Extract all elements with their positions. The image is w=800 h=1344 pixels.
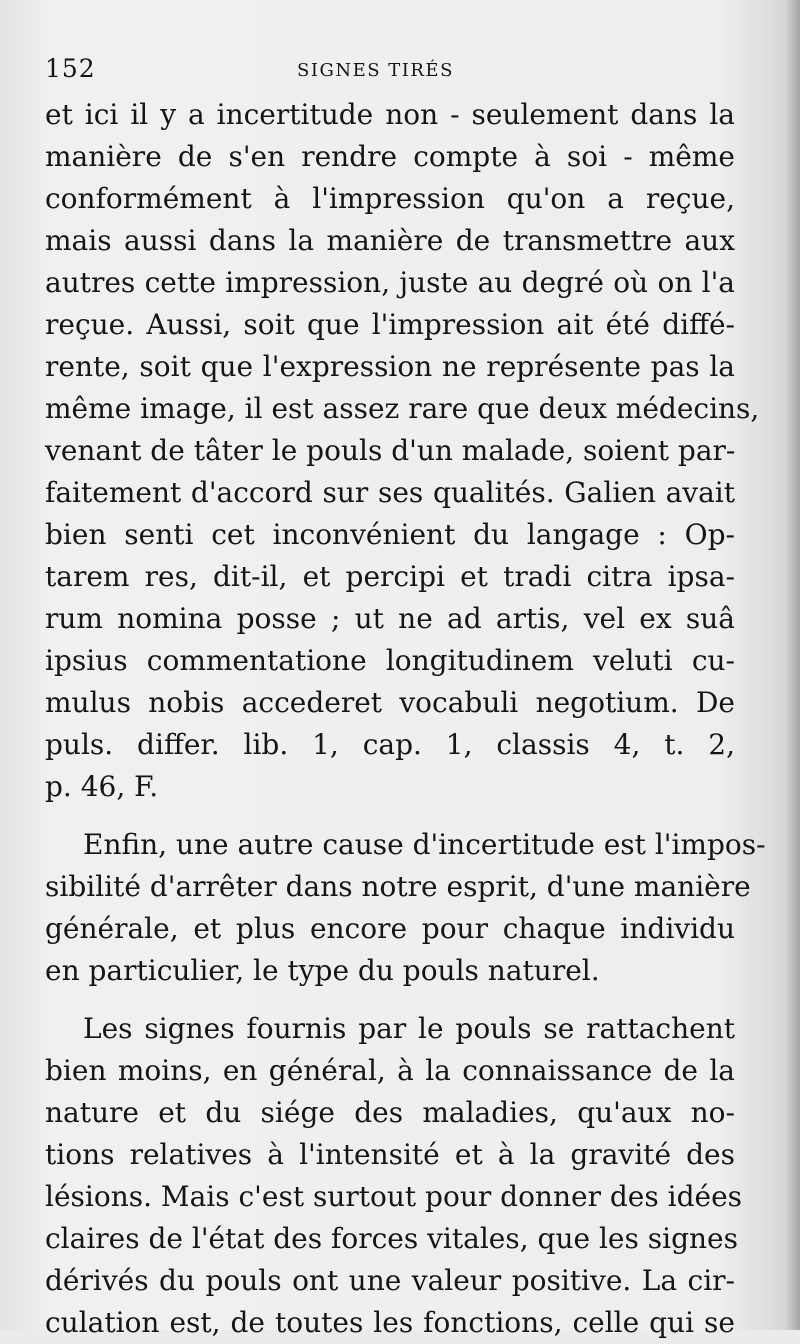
running-head: SIGNES TIRÉS	[297, 60, 454, 81]
text-line: autres cette impression, juste au degré où on l'a	[45, 266, 735, 299]
text-line: nature et du siége des maladies, qu'aux no-	[45, 1096, 735, 1129]
text-line: conformément à l'impression qu'on a reçue,	[45, 182, 735, 215]
text-line: lésions. Mais c'est surtout pour donner des idées	[45, 1180, 743, 1213]
page-edge-shadow	[786, 0, 800, 1330]
body-text	[45, 94, 766, 1344]
text-line: même image, il est assez rare que deux médecins,	[45, 392, 760, 425]
page-header	[45, 54, 725, 84]
paragraph-3	[45, 1008, 743, 1344]
text-line: Les signes fournis par le pouls se rattachent	[83, 1012, 735, 1045]
text-line: faitement d'accord sur ses qualités. Galien avait	[45, 476, 735, 509]
page-number: 152	[45, 54, 96, 83]
text-line: puls. differ. lib. 1, cap. 1, classis 4, t. 2,	[45, 728, 735, 761]
text-line: culation est, de toutes les fonctions, celle qui se	[45, 1306, 735, 1339]
text-line: Enfin, une autre cause d'incertitude est l'impos-	[83, 828, 766, 861]
text-line: bien moins, en général, à la connaissance de la	[45, 1054, 735, 1087]
text-line: mulus nobis accederet vocabuli negotium. De	[45, 686, 735, 719]
text-line: générale, et plus encore pour chaque individu	[45, 912, 735, 945]
text-line: p. 46, F.	[45, 770, 159, 803]
text-line: dérivés du pouls ont une valeur positive. La cir-	[45, 1264, 735, 1297]
text-line: tarem res, dit-il, et percipi et tradi citra ipsa-	[45, 560, 735, 593]
paragraph-1	[45, 94, 760, 808]
text-line: bien senti cet inconvénient du langage : Op-	[45, 518, 735, 551]
text-line: en particulier, le type du pouls naturel.	[45, 954, 600, 987]
text-line: rum nomina posse ; ut ne ad artis, vel ex suâ	[45, 602, 735, 635]
text-line: et ici il y a incertitude non - seulement dans la	[45, 98, 735, 131]
text-line: mais aussi dans la manière de transmettre aux	[45, 224, 735, 257]
text-line: rente, soit que l'expression ne représente pas la	[45, 350, 735, 383]
text-line: reçue. Aussi, soit que l'impression ait été diffé-	[45, 308, 735, 341]
text-line: claires de l'état des forces vitales, que les signes	[45, 1222, 738, 1255]
paragraph-2	[45, 824, 766, 992]
text-line: ipsius commentatione longitudinem veluti cu-	[45, 644, 735, 677]
text-line: tions relatives à l'intensité et à la gravité des	[45, 1138, 735, 1171]
text-line: venant de tâter le pouls d'un malade, soient par-	[45, 434, 736, 467]
text-line: manière de s'en rendre compte à soi - même	[45, 140, 735, 173]
paragraph-spacer	[45, 808, 735, 824]
paragraph-spacer	[45, 992, 735, 1008]
text-line: sibilité d'arrêter dans notre esprit, d'une manière	[45, 870, 751, 903]
